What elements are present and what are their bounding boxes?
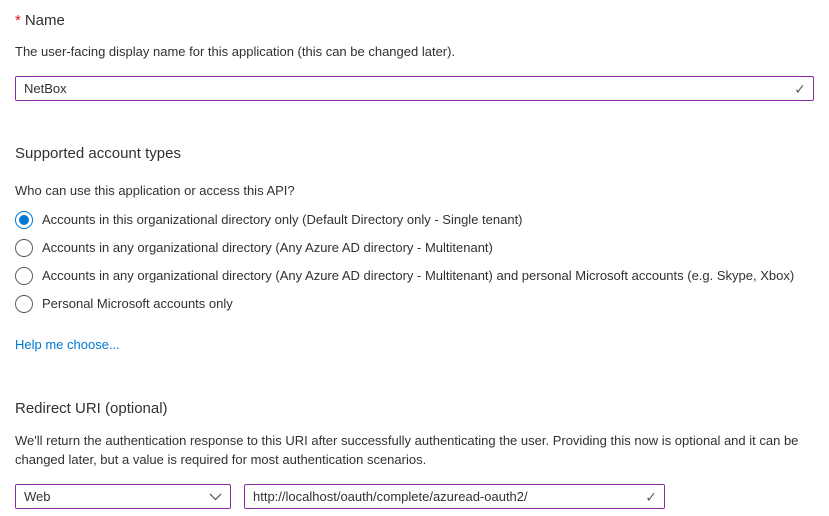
required-asterisk: * bbox=[15, 12, 21, 29]
radio-option-label: Accounts in any organizational directory (Any Azure AD directory - Multitenant) and personal Microsoft accounts (e.g. Skype, Xbox) bbox=[42, 268, 795, 283]
radio-button-icon[interactable] bbox=[15, 295, 33, 313]
name-title-text: Name bbox=[24, 12, 65, 29]
radio-button-icon[interactable] bbox=[15, 267, 33, 285]
uri-input-wrap bbox=[244, 484, 665, 509]
radio-option-multitenant-personal[interactable] bbox=[15, 267, 814, 285]
radio-button-icon[interactable] bbox=[15, 211, 33, 229]
account-types-question: Who can use this application or access this API? bbox=[15, 183, 295, 198]
redirect-uri-title: Redirect URI (optional) bbox=[15, 400, 168, 417]
supported-account-types-title: Supported account types bbox=[15, 145, 181, 162]
name-input-wrap bbox=[15, 76, 814, 101]
name-section-title bbox=[15, 12, 814, 29]
radio-button-icon[interactable] bbox=[15, 239, 33, 257]
name-section bbox=[15, 12, 814, 101]
valid-check-icon: ✓ bbox=[645, 488, 657, 505]
radio-option-single-tenant[interactable] bbox=[15, 211, 814, 229]
radio-option-multitenant[interactable] bbox=[15, 239, 814, 257]
redirect-uri-section bbox=[15, 400, 814, 509]
redirect-uri-input[interactable] bbox=[244, 484, 665, 509]
name-input[interactable] bbox=[15, 76, 814, 101]
name-description: The user-facing display name for this application (this can be changed later). bbox=[15, 44, 456, 59]
supported-account-types-section bbox=[15, 145, 814, 352]
radio-option-label: Personal Microsoft accounts only bbox=[42, 296, 233, 311]
redirect-uri-row bbox=[15, 484, 814, 509]
radio-option-label: Accounts in any organizational directory (Any Azure AD directory - Multitenant) bbox=[42, 240, 493, 255]
valid-check-icon: ✓ bbox=[794, 80, 806, 97]
radio-option-personal-only[interactable] bbox=[15, 295, 814, 313]
platform-select-wrap bbox=[15, 484, 231, 509]
platform-select[interactable] bbox=[15, 484, 231, 509]
redirect-uri-description: We'll return the authentication response to this URI after successfully authenticating the user. Providing this now is optional and it can be changed later, but a value is required for most authentication scenarios. bbox=[15, 433, 799, 467]
radio-option-label: Accounts in this organizational directory only (Default Directory only - Single tenant) bbox=[42, 212, 523, 227]
platform-select-value: Web bbox=[24, 489, 51, 504]
help-me-choose-link[interactable]: Help me choose... bbox=[15, 337, 120, 352]
